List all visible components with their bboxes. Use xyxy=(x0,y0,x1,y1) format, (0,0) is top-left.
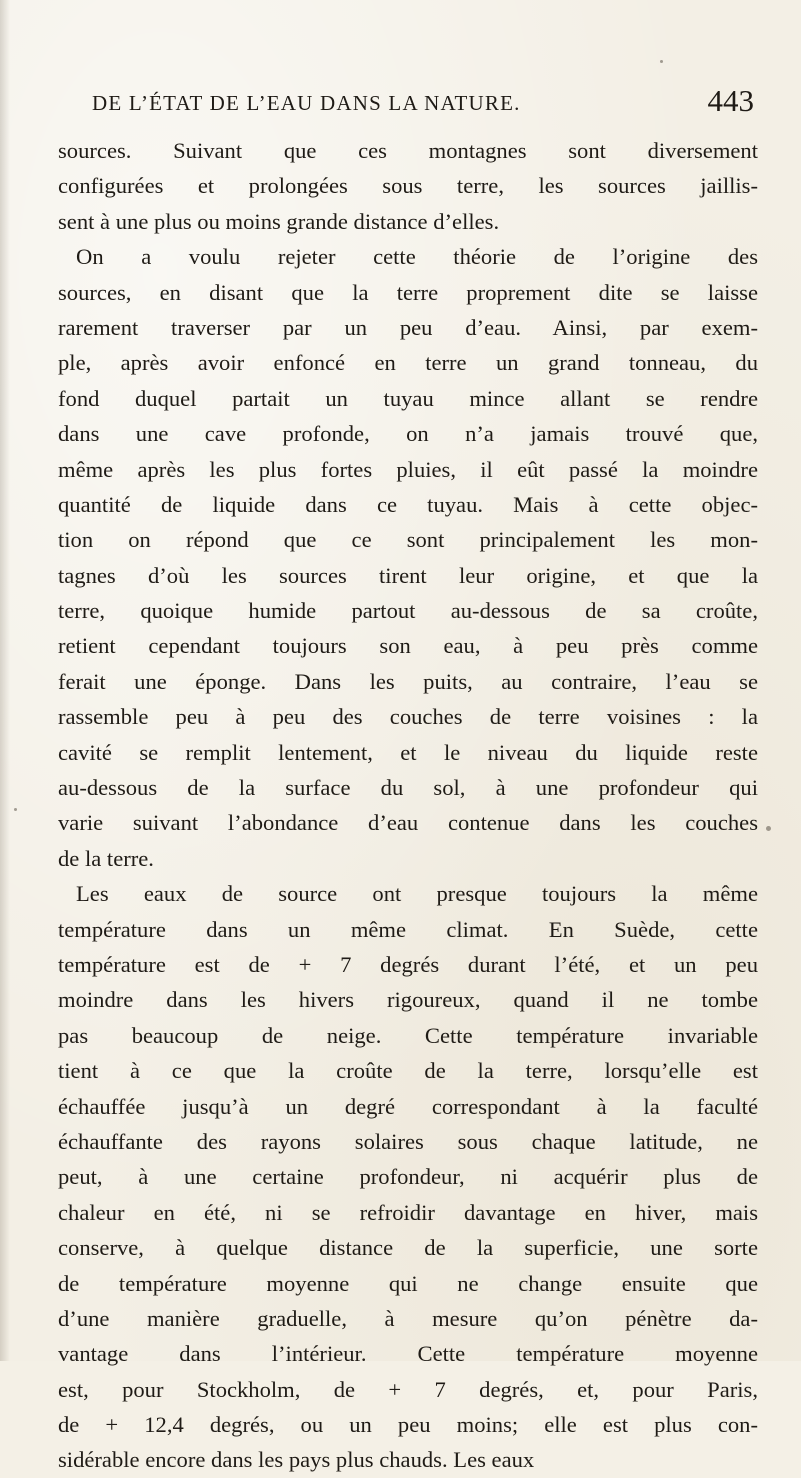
text-line: pas beaucoup de neige. Cette température invariable xyxy=(58,1022,758,1048)
text-line: rassemble peu à peu des couches de terre voisines : la xyxy=(58,704,758,730)
running-title: DE L’ÉTAT DE L’EAU DANS LA NATURE. xyxy=(92,91,521,115)
text-line: de la terre. xyxy=(58,845,154,871)
text-line: terre, quoique humide partout au-dessous de sa croûte, xyxy=(58,598,758,624)
text-line: quantité de liquide dans ce tuyau. Mais à cette objec- xyxy=(58,491,758,517)
text-line: même après les plus fortes pluies, il eût passé la moindre xyxy=(58,456,758,482)
text-line: varie suivant l’abondance d’eau contenue dans les couches xyxy=(58,810,758,836)
text-line: retient cependant toujours son eau, à peu près comme xyxy=(58,633,758,659)
text-line: On a voulu rejeter cette théorie de l’origine des xyxy=(76,244,758,270)
text-line: dans une cave profonde, on n’a jamais trouvé que, xyxy=(58,421,758,447)
text-line: fond duquel partait un tuyau mince allant se rendre xyxy=(58,385,758,411)
text-line: sources. Suivant que ces montagnes sont diversement xyxy=(58,138,758,163)
text-line: rarement traverser par un peu d’eau. Ainsi, par exem- xyxy=(58,314,758,340)
ink-speck xyxy=(660,60,663,63)
text-line: vantage dans l’intérieur. Cette température moyenne xyxy=(58,1341,758,1367)
text-line: température est de + 7 degrés durant l’été, et un peu xyxy=(58,951,758,977)
text-line: configurées et prolongées sous terre, les sources jaillis- xyxy=(58,173,758,199)
text-line: sources, en disant que la terre proprement dite se laisse xyxy=(58,279,758,305)
text-line: est, pour Stockholm, de + 7 degrés, et, pour Paris, xyxy=(58,1376,758,1402)
body-text xyxy=(58,133,758,1478)
text-line: cavité se remplit lentement, et le niveau du liquide reste xyxy=(58,739,758,765)
text-line: chaleur en été, ni se refroidir davantage en hiver, mais xyxy=(58,1199,758,1225)
text-line: peut, à une certaine profondeur, ni acquérir plus de xyxy=(58,1164,758,1190)
text-line: au-dessous de la surface du sol, à une profondeur qui xyxy=(58,775,758,801)
running-head xyxy=(92,83,754,119)
text-line: ferait une éponge. Dans les puits, au contraire, l’eau se xyxy=(58,668,758,694)
text-line: échauffante des rayons solaires sous chaque latitude, ne xyxy=(58,1128,758,1154)
ink-speck xyxy=(14,808,17,811)
text-line: d’une manière graduelle, à mesure qu’on pénètre da- xyxy=(58,1305,758,1331)
text-line: sent à une plus ou moins grande distance d’elles. xyxy=(58,208,500,234)
text-line: échauffée jusqu’à un degré correspondant à la faculté xyxy=(58,1093,758,1119)
text-line: température dans un même climat. En Suède, cette xyxy=(58,916,758,942)
page-number: 443 xyxy=(707,83,754,118)
ink-speck xyxy=(766,826,771,831)
text-line: de + 12,4 degrés, ou un peu moins; elle est plus con- xyxy=(58,1412,758,1438)
text-line: sidérable encore dans les pays plus chauds. Les eaux xyxy=(58,1447,535,1473)
text-line: tion on répond que ce sont principalement les mon- xyxy=(58,527,758,553)
text-line: tient à ce que la croûte de la terre, lorsqu’elle est xyxy=(58,1058,758,1084)
text-line: Les eaux de source ont presque toujours la même xyxy=(76,881,758,907)
text-line: tagnes d’où les sources tirent leur origine, et que la xyxy=(58,562,758,588)
text-line: ple, après avoir enfoncé en terre un grand tonneau, du xyxy=(58,350,758,376)
text-line: conserve, à quelque distance de la superficie, une sorte xyxy=(58,1235,758,1261)
text-line: moindre dans les hivers rigoureux, quand il ne tombe xyxy=(58,987,758,1013)
page-gutter-shadow xyxy=(0,0,10,1361)
text-line: de température moyenne qui ne change ensuite que xyxy=(58,1270,758,1296)
